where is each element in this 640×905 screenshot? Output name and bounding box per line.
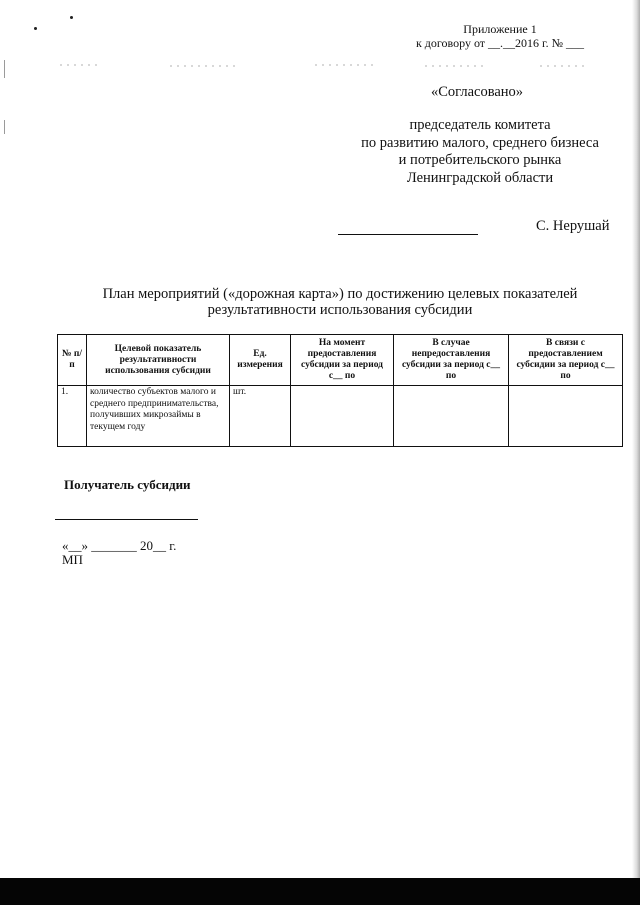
- table-cell: 1.: [58, 386, 87, 447]
- table-cell: [291, 386, 394, 447]
- scan-noise: [425, 65, 485, 67]
- indicators-table: [57, 334, 623, 447]
- scan-noise: [315, 64, 375, 66]
- approval-line: по развитию малого, среднего бизнеса: [361, 134, 599, 151]
- plan-title: [60, 286, 620, 318]
- column-header: № п/п: [58, 335, 87, 386]
- approval-line: и потребительского рынка: [398, 152, 562, 168]
- scan-noise: [170, 65, 240, 67]
- column-header: На момент предоставления субсидии за период с__ по: [291, 335, 394, 386]
- scan-speck: [70, 16, 73, 19]
- scan-bottom-border: [0, 878, 640, 905]
- recipient-label: Получатель субсидии: [64, 477, 191, 492]
- column-header: Целевой показатель результативности использования субсидии: [87, 335, 230, 386]
- stamp-label: МП: [62, 552, 83, 567]
- scan-speck: [34, 27, 37, 30]
- approval-position: [330, 117, 630, 187]
- recipient-signature-line: [55, 519, 198, 520]
- column-header: В случае непредоставления субсидии за период с__ по: [394, 335, 509, 386]
- appendix-title: Приложение 1: [463, 22, 537, 36]
- table-cell: количество субъектов малого и среднего предпринимательства, получивших микрозаймы в текущем году: [87, 386, 230, 447]
- table-row: [58, 386, 623, 447]
- approval-line: Ленинградской области: [406, 169, 554, 186]
- scan-noise: [540, 65, 585, 67]
- date-line: «__» _______ 20__ г.: [62, 538, 177, 553]
- table-header-row: [58, 335, 623, 386]
- column-header: В связи с предоставлением субсидии за период с__ по: [509, 335, 623, 386]
- appendix-contract-ref: к договору от __.__2016 г. № ___: [415, 36, 585, 50]
- approval-heading: «Согласовано»: [430, 84, 524, 100]
- signer-name: С. Нерушай: [536, 218, 610, 234]
- column-header: Ед. измерения: [230, 335, 291, 386]
- scan-edge-mark: [4, 120, 5, 134]
- table-cell: [394, 386, 509, 447]
- scan-edge-mark: [4, 60, 5, 78]
- plan-title-line: План мероприятий («дорожная карта») по достижению целевых показателей: [102, 286, 578, 302]
- scan-right-edge: [632, 0, 640, 905]
- table-cell: [509, 386, 623, 447]
- approval-line: председатель комитета: [409, 117, 551, 133]
- signature-line: [338, 234, 478, 235]
- table-cell: шт.: [230, 386, 291, 447]
- plan-title-line: результативности использования субсидии: [207, 302, 473, 318]
- appendix-header: [380, 22, 620, 50]
- scan-noise: [60, 64, 100, 66]
